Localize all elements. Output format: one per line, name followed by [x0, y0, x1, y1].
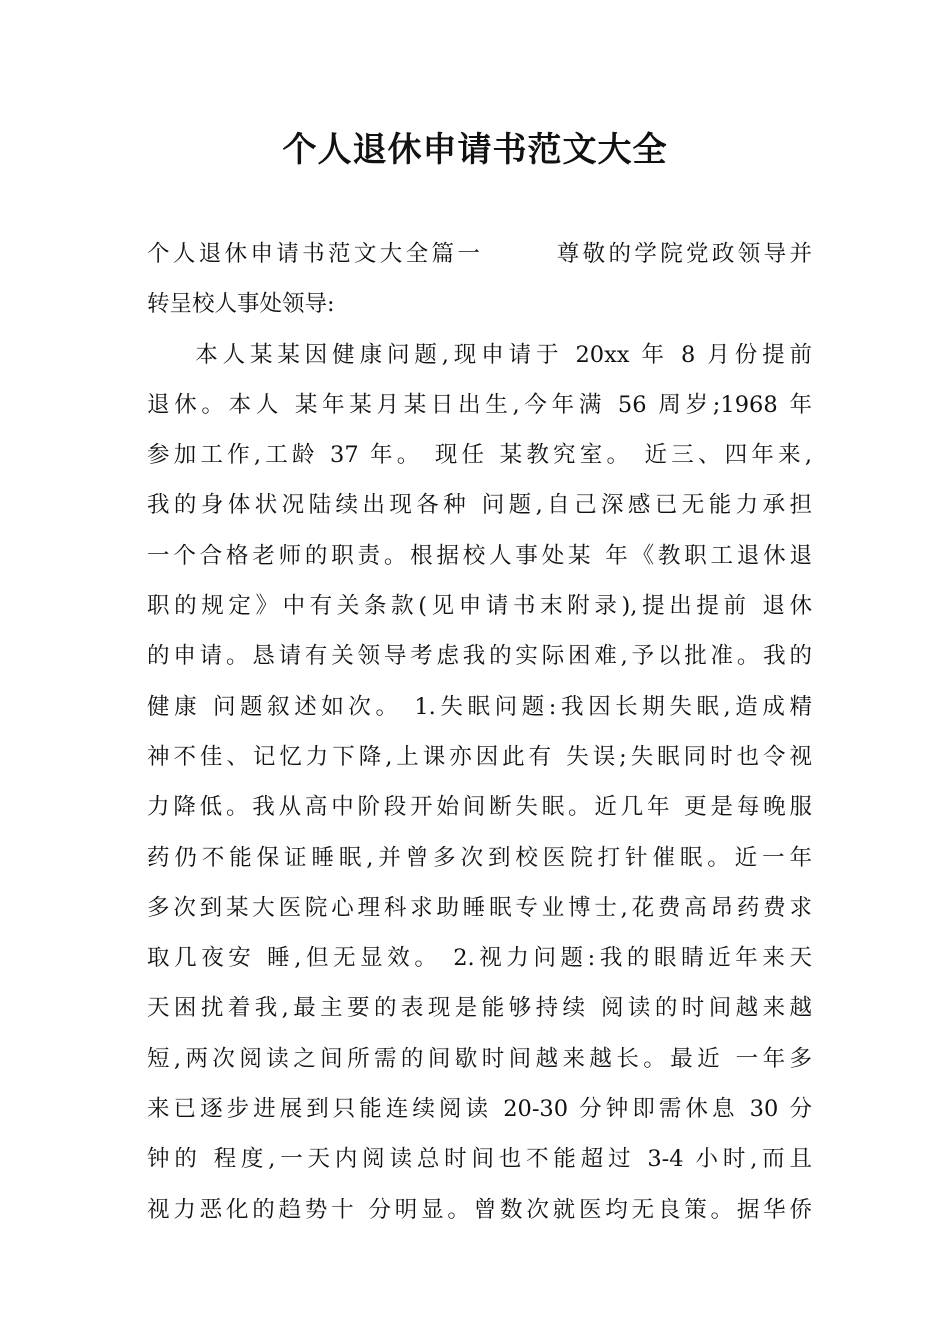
text-line: 职的规定》中有关条款(见申请书末附录),提出提前 退休: [147, 593, 812, 620]
document-title: 个人退休申请书范文大全: [282, 130, 668, 170]
text-line: 健康 问题叙述如次。 1.失眠问题:我因长期失眠,造成精: [147, 693, 812, 720]
document-body: [147, 229, 812, 1235]
text-line: 钟的 程度,一天内阅读总时间也不能超过 3-4 小时,而且: [147, 1146, 812, 1173]
text-line: 神不佳、记忆力下降,上课亦因此有 失误;失眠同时也令视: [147, 743, 812, 770]
text-line: 的申请。恳请有关领导考虑我的实际困难,予以批准。我的: [147, 643, 812, 670]
text-line: 力降低。我从高中阶段开始间断失眠。近几年 更是每晚服: [147, 794, 812, 821]
text-line: 个人退休申请书范文大全篇一 尊敬的学院党政领导并: [147, 241, 812, 267]
text-line: 来已逐步进展到只能连续阅读 20-30 分钟即需休息 30 分: [147, 1096, 812, 1123]
text-line: 我的身体状况陆续出现各种 问题,自己深感已无能力承担: [147, 492, 812, 519]
text-line: 一个合格老师的职责。根据校人事处某 年《教职工退休退: [147, 542, 812, 569]
text-line: 天困扰着我,最主要的表现是能够持续 阅读的时间越来越: [147, 995, 812, 1022]
text-line: 短,两次阅读之间所需的间歇时间越来越长。最近 一年多: [147, 1045, 812, 1072]
text-line: 退休。本人 某年某月某日出生,今年满 56 周岁;1968 年: [147, 391, 812, 418]
text-line: 参加工作,工龄 37 年。 现任 某教究室。 近三、四年来,: [147, 442, 812, 469]
text-line: 转呈校人事处领导:: [147, 291, 335, 318]
text-line: 多次到某大医院心理科求助睡眠专业博士,花费高昂药费求: [147, 894, 812, 921]
text-line: 本人某某因健康问题,现申请于 20xx 年 8 月份提前: [147, 341, 812, 368]
text-line: 药仍不能保证睡眠,并曾多次到校医院打针催眠。近一年: [147, 844, 812, 871]
text-line: 取几夜安 睡,但无显效。 2.视力问题:我的眼睛近年来天: [147, 945, 812, 972]
text-line: 视力恶化的趋势十 分明显。曾数次就医均无良策。据华侨: [147, 1196, 812, 1223]
